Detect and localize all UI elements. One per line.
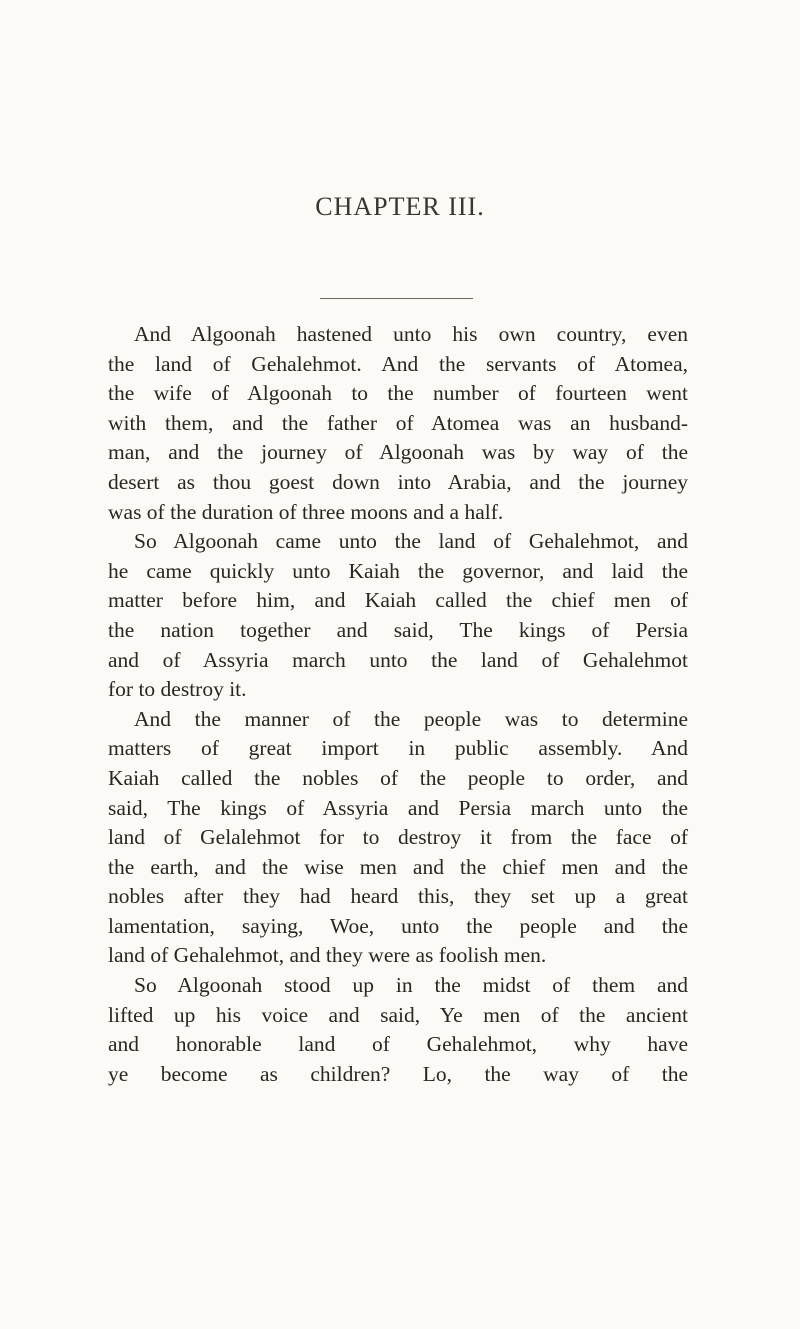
- text-line: and of Assyria march unto the land of Gehalehmot: [108, 647, 688, 672]
- chapter-divider-rule: [320, 298, 473, 299]
- chapter-body: [108, 320, 688, 1089]
- text-line: nobles after they had heard this, they set up a great: [108, 884, 688, 909]
- text-line: Kaiah called the nobles of the people to order, and: [108, 765, 688, 790]
- text-line: land of Gehalehmot, and they were as foolish men.: [108, 943, 547, 968]
- text-line: lamentation, saying, Woe, unto the people and the: [108, 913, 688, 938]
- text-line: matters of great import in public assembly. And: [108, 736, 688, 761]
- chapter-title: CHAPTER III.: [315, 192, 485, 221]
- text-line: And the manner of the people was to determine: [134, 706, 688, 731]
- text-line: And Algoonah hastened unto his own country, even: [134, 322, 688, 346]
- paragraph: [108, 320, 688, 527]
- text-line: he came quickly unto Kaiah the governor, and laid the: [108, 558, 688, 583]
- paragraph: [108, 705, 688, 971]
- text-line: ye become as children? Lo, the way of the: [108, 1061, 688, 1086]
- text-line: lifted up his voice and said, Ye men of the ancient: [108, 1002, 688, 1027]
- text-line: was of the duration of three moons and a half.: [108, 499, 504, 524]
- text-line: desert as thou goest down into Arabia, and the journey: [108, 469, 688, 494]
- text-line: for to destroy it.: [108, 677, 247, 702]
- text-line: with them, and the father of Atomea was an husband-: [108, 410, 688, 435]
- text-line: and honorable land of Gehalehmot, why have: [108, 1032, 688, 1057]
- text-line: said, The kings of Assyria and Persia march unto the: [108, 795, 688, 820]
- text-line: the nation together and said, The kings of Persia: [108, 617, 688, 642]
- text-line: So Algoonah came unto the land of Gehalehmot, and: [134, 529, 688, 554]
- text-line: the wife of Algoonah to the number of fourteen went: [108, 381, 688, 406]
- text-line: land of Gelalehmot for to destroy it from the face of: [108, 825, 688, 850]
- paragraph: [108, 527, 688, 705]
- paragraph: [108, 971, 688, 1089]
- text-line: the earth, and the wise men and the chief men and the: [108, 854, 688, 879]
- text-line: man, and the journey of Algoonah was by way of the: [108, 440, 688, 465]
- text-line: the land of Gehalehmot. And the servants of Atomea,: [108, 351, 688, 376]
- text-line: So Algoonah stood up in the midst of them and: [134, 973, 688, 998]
- text-line: matter before him, and Kaiah called the chief men of: [108, 588, 688, 613]
